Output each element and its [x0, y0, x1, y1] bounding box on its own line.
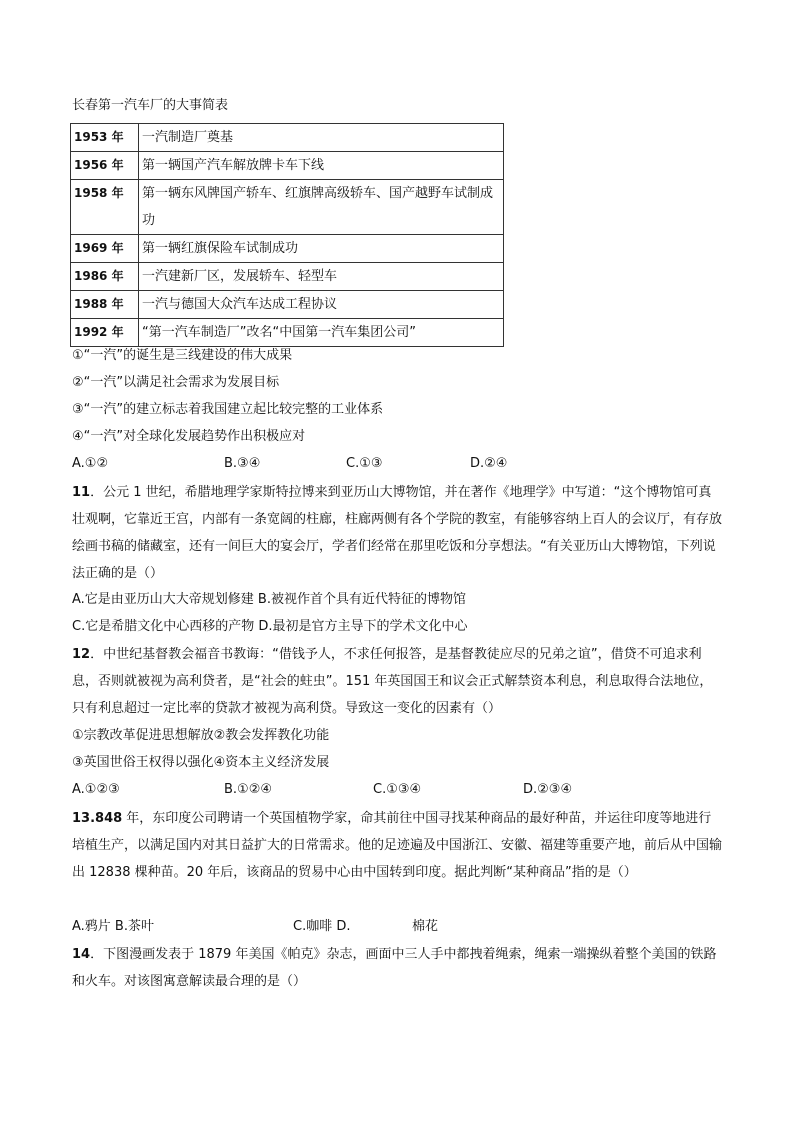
q12-option-d[interactable]: D.②③④ — [523, 782, 573, 797]
table-row — [71, 180, 504, 235]
question-number: 12 — [72, 647, 91, 662]
q13-options-cd[interactable]: C.咖啡 D. — [293, 919, 351, 934]
year-cell: 1969 年 — [71, 235, 139, 263]
q12-option-a[interactable]: A.①②③ — [72, 782, 120, 797]
question-text: ．中世纪基督教会福音书教诲：“借钱予人，不求任何报答，是基督教徒应尽的兄弟之谊”，借贷不可追求利息，否则就被视为高利贷者，是“社会的蛀虫”。151 年英国国王和议会正式解禁资本利息，利息取得合法地位，只有利息超过一定比率的贷款才被视为高利贷。导致这一变化的因素有（） — [72, 647, 713, 716]
q12-statement-line: ③英国世俗王权得以强化④资本主义经济发展 — [72, 755, 330, 770]
question-text: 年，东印度公司聘请一个英国植物学家，命其前往中国寻找某种商品的最好种苗，并运往印度等地进行培植生产，以满足国内对其日益扩大的日常需求。他的足迹遍及中国浙江、安徽、福建等重要产地，前后从中国输出 12838 棵种苗。20 年后，该商品的贸易中心由中国转到印度。据此判断“某种商品”指的是（） — [72, 811, 723, 880]
event-cell: “第一汽车制造厂”改名“中国第一汽车集团公司” — [139, 319, 504, 347]
q13-option-d-text[interactable]: 棉花 — [412, 919, 439, 934]
event-cell: 第一辆红旗保险车试制成功 — [139, 235, 504, 263]
year-cell: 1992 年 — [71, 319, 139, 347]
question-number: 13.848 — [72, 811, 123, 826]
event-cell: 第一辆国产汽车解放牌卡车下线 — [139, 152, 504, 180]
table-row — [71, 235, 504, 263]
table-row — [71, 319, 504, 347]
table-row — [71, 263, 504, 291]
question-13 — [72, 805, 724, 886]
question-14 — [72, 941, 724, 995]
question-text: ．公元 1 世纪，希腊地理学家斯特拉博来到亚历山大博物馆，并在著作《地理学》中写道：“这个博物馆可真壮观啊，它靠近王宫，内部有一条宽阔的柱廊，柱廊两侧有各个学院的教室，有能够容纳上百人的会议厅，有存放绘画书稿的储藏室，还有一间巨大的宴会厅，学者们经常在那里吃饭和分享想法。“有关亚历山大博物馆，下列说法正确的是（） — [72, 485, 723, 581]
table-row — [71, 291, 504, 319]
event-cell: 一汽与德国大众汽车达成工程协议 — [139, 291, 504, 319]
events-table — [70, 123, 504, 347]
event-cell: 一汽建新厂区，发展轿车、轻型车 — [139, 263, 504, 291]
year-cell: 1958 年 — [71, 180, 139, 235]
question-12 — [72, 641, 724, 722]
q10-statement: ③“一汽”的建立标志着我国建立起比较完整的工业体系 — [72, 402, 384, 417]
year-cell: 1988 年 — [71, 291, 139, 319]
q13-options-ab[interactable]: A.鸦片 B.茶叶 — [72, 919, 154, 934]
event-cell: 第一辆东风牌国产轿车、红旗牌高级轿车、国产越野车试制成功 — [139, 180, 504, 235]
question-number: 14 — [72, 947, 91, 962]
year-cell: 1986 年 — [71, 263, 139, 291]
q10-option-d[interactable]: D.②④ — [470, 456, 508, 471]
q10-option-c[interactable]: C.①③ — [346, 456, 383, 471]
q10-option-a[interactable]: A.①② — [72, 456, 109, 471]
question-11 — [72, 479, 724, 587]
q12-option-b[interactable]: B.①②④ — [224, 782, 273, 797]
year-cell: 1956 年 — [71, 152, 139, 180]
q10-option-b[interactable]: B.③④ — [224, 456, 261, 471]
event-cell: 一汽制造厂奠基 — [139, 124, 504, 152]
q11-options-line[interactable]: C.它是希腊文化中心西移的产物 D.最初是官方主导下的学术文化中心 — [72, 619, 468, 634]
question-text: ．下图漫画发表于 1879 年美国《帕克》杂志，画面中三人手中都拽着绳索，绳索一端操纵着整个美国的铁路和火车。对该图寓意解读最合理的是（） — [72, 947, 717, 989]
q10-statement: ①“一汽”的诞生是三线建设的伟大成果 — [72, 348, 293, 363]
q10-statement: ②“一汽”以满足社会需求为发展目标 — [72, 375, 280, 390]
q10-statement: ④“一汽”对全球化发展趋势作出积极应对 — [72, 429, 306, 444]
q11-options-line[interactable]: A.它是由亚历山大大帝规划修建 B.被视作首个具有近代特征的博物馆 — [72, 592, 466, 607]
q12-option-c[interactable]: C.①③④ — [373, 782, 422, 797]
table-caption: 长春第一汽车厂的大事简表 — [72, 98, 229, 113]
table-row — [71, 152, 504, 180]
question-number: 11 — [72, 485, 91, 500]
q12-statement-line: ①宗教改革促进思想解放②教会发挥教化功能 — [72, 728, 330, 743]
year-cell: 1953 年 — [71, 124, 139, 152]
table-row — [71, 124, 504, 152]
